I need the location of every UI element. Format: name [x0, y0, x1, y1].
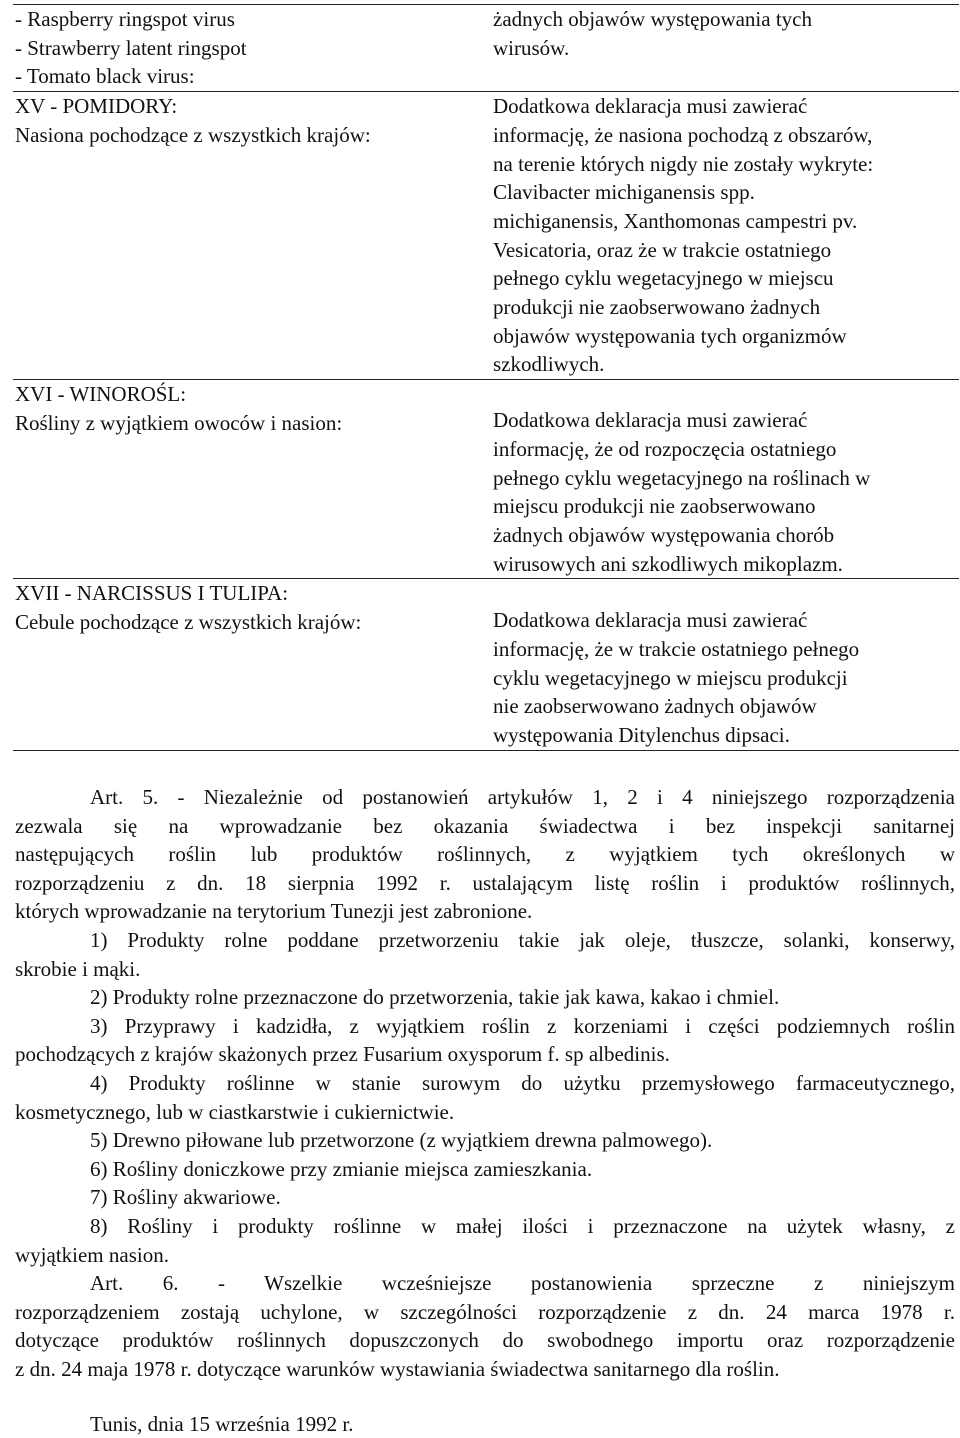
text-line: Art. 5. - Niezależnie od postanowień artykułów 1, 2 i 4 niniejszego rozporządzenia [90, 785, 955, 809]
text-line: pochodzących z krajów skażonych przez Fusarium oxysporum f. sp albedinis. [15, 1042, 670, 1067]
plant-line: Cebule pochodzące z wszystkich krajów: [15, 610, 362, 635]
plant-line: - Raspberry ringspot virus [15, 7, 235, 31]
text-line: zezwala się na wprowadzanie bez okazania świadectwa i bez inspekcji sanitarnej [15, 813, 955, 838]
list-item [15, 983, 955, 1012]
requirement-line: żadnych objawów występowania chorób [493, 522, 835, 547]
text-line: Art. 6. - Wszelkie wcześniejsze postanowienia sprzeczne z niniejszym [90, 1271, 955, 1296]
plant-line: Rośliny z wyjątkiem owoców i nasion: [15, 410, 343, 435]
requirement-line: informację, że nasiona pochodzą z obszarów, [493, 122, 873, 147]
text-line: 1) Produkty rolne poddane przetworzeniu takie jak oleje, tłuszcze, solanki, konserwy, [90, 927, 955, 952]
article-6-paragraph [15, 1269, 955, 1383]
list-item [15, 1155, 955, 1184]
plant-line: XVII - NARCISSUS I TULIPA: [15, 581, 289, 606]
text-line: skrobie i mąki. [15, 956, 141, 981]
requirements-table [13, 4, 959, 751]
requirement-line: szkodliwych. [493, 352, 605, 377]
table-row [13, 92, 959, 380]
plant-cell [13, 92, 491, 380]
requirement-line: miejscu produkcji nie zaobserwowano [493, 494, 816, 519]
requirement-line: produkcji nie zaobserwowano żadnych [493, 295, 821, 320]
text-line: następujących roślin lub produktów roślinnych, z wyjątkiem tych określonych w [15, 842, 955, 867]
requirement-line: występowania Ditylenchus dipsaci. [493, 723, 790, 748]
signature-date-line: Tunis, dnia 15 września 1992 r. [90, 1412, 354, 1436]
text-line: 7) Rośliny akwariowe. [90, 1185, 281, 1210]
requirement-line: informację, że w trakcie ostatniego pełnego [493, 637, 860, 662]
list-item [15, 926, 955, 983]
plant-line: XV - POMIDORY: [15, 94, 178, 119]
requirement-line: objawów występowania tych organizmów [493, 323, 847, 348]
requirement-line: pełnego cyklu wegetacyjnego na roślinach w [493, 465, 871, 490]
text-line: których wprowadzanie na terytorium Tunezji jest zabronione. [15, 899, 533, 924]
article-text [15, 783, 955, 1383]
text-line: rozporządzeniem zostają uchylone, w szczególności rozporządzenie z dn. 24 marca 1978 r. [15, 1299, 955, 1324]
plant-cell [13, 380, 491, 579]
requirement-line: nie zaobserwowano żadnych objawów [493, 694, 817, 719]
plant-line: - Strawberry latent ringspot [15, 35, 247, 60]
requirement-line: Dodatkowa deklaracja musi zawierać [493, 608, 808, 633]
table-row [13, 579, 959, 751]
list-item [15, 1069, 955, 1126]
requirement-line: Vesicatoria, oraz że w trakcie ostatniego [493, 237, 832, 262]
text-line: 2) Produkty rolne przeznaczone do przetworzenia, takie jak kawa, kakao i chmiel. [90, 985, 780, 1010]
plant-cell [13, 579, 491, 751]
text-line: 6) Rośliny doniczkowe przy zmianie miejsca zamieszkania. [90, 1156, 593, 1181]
text-line: 8) Rośliny i produkty roślinne w małej ilości i przeznaczone na użytek własny, z [90, 1213, 955, 1238]
text-line: wyjątkiem nasion. [15, 1242, 169, 1267]
plant-line: Nasiona pochodzące z wszystkich krajów: [15, 122, 371, 147]
requirement-line: na terenie których nigdy nie zostały wykryte: [493, 151, 874, 176]
requirement-line: Dodatkowa deklaracja musi zawierać [493, 94, 808, 119]
requirement-line: informację, że od rozpoczęcia ostatniego [493, 436, 837, 461]
table-row [13, 5, 959, 92]
requirement-cell [491, 5, 959, 92]
text-line: 5) Drewno piłowane lub przetworzone (z wyjątkiem drewna palmowego). [90, 1128, 713, 1153]
requirement-cell [491, 579, 959, 751]
plant-cell [13, 5, 491, 92]
table-row [13, 380, 959, 579]
requirement-line: Dodatkowa deklaracja musi zawierać [493, 408, 808, 433]
list-item [15, 1183, 955, 1212]
requirement-line: wirusowych ani szkodliwych mikoplazm. [493, 551, 843, 576]
text-line: dotyczące produktów roślinnych dopuszczonych do swobodnego importu oraz rozporządzenie [15, 1328, 955, 1353]
requirement-cell [491, 380, 959, 579]
list-item [15, 1012, 955, 1069]
text-line: z dn. 24 maja 1978 r. dotyczące warunków wystawiania świadectwa sanitarnego dla roślin. [15, 1356, 780, 1381]
text-line: 3) Przyprawy i kadzidła, z wyjątkiem roślin z korzeniami i części podziemnych roślin [90, 1013, 955, 1038]
list-item [15, 1212, 955, 1269]
list-item [15, 1126, 955, 1155]
requirement-line: wirusów. [493, 35, 570, 60]
text-line: kosmetycznego, lub w ciastkarstwie i cukiernictwie. [15, 1099, 455, 1124]
requirement-line: cyklu wegetacyjnego w miejscu produkcji [493, 665, 848, 690]
article-5-paragraph [15, 783, 955, 926]
cell-spacer [493, 380, 959, 406]
text-line: rozporządzeniu z dn. 18 sierpnia 1992 r. ustalającym listę roślin i produktów roślinnych, [15, 870, 955, 895]
requirement-line: michiganensis, Xanthomonas campestri pv. [493, 208, 858, 233]
plant-line: - Tomato black virus: [15, 64, 195, 89]
requirement-line: Clavibacter michiganensis spp. [493, 180, 755, 205]
requirement-line: żadnych objawów występowania tych [493, 7, 812, 31]
requirement-cell [491, 92, 959, 380]
cell-spacer [493, 579, 959, 606]
requirement-line: pełnego cyklu wegetacyjnego w miejscu [493, 266, 834, 291]
plant-line: XVI - WINOROŚL: [15, 382, 187, 407]
text-line: 4) Produkty roślinne w stanie surowym do użytku przemysłowego farmaceutycznego, [90, 1070, 955, 1095]
